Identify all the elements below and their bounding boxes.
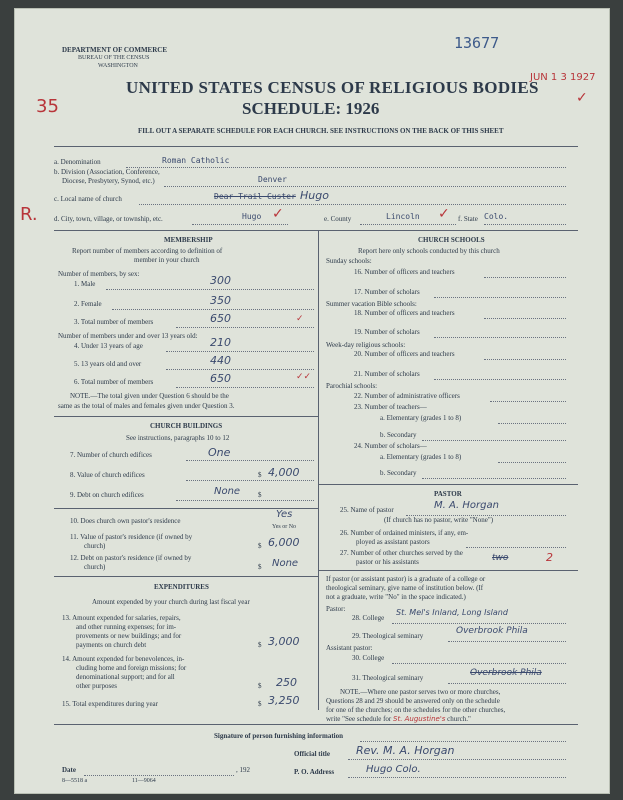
q6-value: 650 [210,372,231,385]
check-mark-icon: ✓ [438,206,450,222]
division-value: Denver [258,175,287,184]
county-label: e. County [324,215,352,223]
division-label: b. Division (Association, Conference, [54,168,160,176]
q27-struck-value: two [492,553,509,563]
print-number: 11—9064 [132,778,156,784]
q13-value: 3,000 [268,635,300,648]
instructions-line: FILL OUT A SEPARATE SCHEDULE FOR EACH CHURCH. SEE INSTRUCTIONS ON THE BACK OF THIS SHEET [138,127,504,135]
check-mark-icon: ✓ [272,206,284,222]
pastor-note-handwritten: St. Augustine's [393,715,446,723]
form-title: UNITED STATES CENSUS OF RELIGIOUS BODIES [126,78,539,97]
pastor-note-2: Questions 28 and 29 should be answered only on the schedule [326,697,500,705]
q14-label-4: other purposes [76,682,118,690]
city-value: Hugo [242,212,262,221]
membership-sub1: Report number of members according to definition of [72,247,223,255]
q31-value: Overbrook Phila [470,668,542,678]
division-label-2: Diocese, Presbytery, Synod, etc.) [62,177,155,185]
q9-label: 9. Debt on church edifices [70,491,144,499]
q24-label: 24. Number of scholars— [354,442,427,450]
q21-label: 21. Number of scholars [354,370,420,378]
q14-label-2: cluding home and foreign missions; for [76,664,187,672]
local-name-label: c. Local name of church [54,195,122,203]
parochial-label: Parochial schools: [326,382,378,390]
city-label: d. City, town, village, or township, etc. [54,215,163,223]
date-label: Date [62,766,76,774]
q4-value: 210 [210,336,231,349]
bureau-city: WASHINGTON [98,63,138,69]
q1-value: 300 [210,274,231,287]
q18-label: 18. Number of officers and teachers [354,309,455,317]
schools-title: CHURCH SCHOOLS [418,236,485,244]
pastor-note-3: for one of the churches; on the schedules for the other churches, [326,706,506,714]
q11-label-2: church) [84,542,106,550]
q13-label-4: payments on church debt [76,641,147,649]
dollar-sign: $ [258,491,262,499]
signature-label: Signature of person furnishing information [214,732,343,740]
state-label: f. State [458,215,478,223]
q25-value: M. A. Horgan [434,500,499,511]
check-mark-icon: ✓ [576,90,588,106]
department-name: DEPARTMENT OF COMMERCE [62,46,168,54]
q23b-label: b. Secondary [380,431,417,439]
county-value: Lincoln [386,212,420,221]
q14-value: 250 [276,676,297,689]
q11-value: 6,000 [268,536,300,549]
graduate-instr-2: theological seminary, give name of institution below. (If [326,584,484,592]
q31-label: 31. Theological seminary [352,674,424,682]
summer-label: Summer vacation Bible schools: [326,300,417,308]
q22-label: 22. Number of administrative officers [354,392,460,400]
q24b-label: b. Secondary [380,469,417,477]
q4-label: 4. Under 13 years of age [74,342,143,350]
q10-value: Yes [276,509,293,520]
q8-label: 8. Value of church edifices [70,471,145,479]
expenditures-sub: Amount expended by your church during last fiscal year [92,598,250,606]
denomination-value: Roman Catholic [162,156,230,165]
q29-label: 29. Theological seminary [352,632,424,640]
q15-value: 3,250 [268,694,300,707]
age-label: Number of members under and over 13 years old: [58,332,198,340]
membership-note1: NOTE.—The total given under Question 6 should be the [70,392,229,400]
dollar-sign: $ [258,542,262,550]
check-mark-icon: ✓ [296,314,304,324]
q24a-label: a. Elementary (grades 1 to 8) [380,453,462,461]
q12-label-2: church) [84,563,106,571]
margin-number: 35 [36,96,59,117]
membership-title: MEMBERSHIP [164,236,213,244]
q7-label: 7. Number of church edifices [70,451,152,459]
q28-value: St. Mel's Inland, Long Island [396,608,508,617]
pastor-sub-label: Pastor: [326,605,346,613]
sex-label: Number of members, by sex: [58,270,140,278]
q9-value: None [214,486,241,497]
q3-label: 3. Total number of members [74,318,154,326]
q23-label: 23. Number of teachers— [354,403,427,411]
q13-label-2: and other running expenses; for im- [76,623,177,631]
local-name-struck: Dear Trail Custer [214,192,296,201]
q29-value: Overbrook Phila [456,626,528,636]
q12-value: None [272,558,299,569]
received-date-stamp: JUN 1 3 1927 [530,72,596,83]
membership-note2: same as the total of males and females given under Question 3. [58,402,235,410]
q26-label: 26. Number of ordained ministers, if any, em- [340,529,469,537]
official-title-label: Official title [294,750,330,758]
q30-label: 30. College [352,654,385,662]
pastor-note-4: write "See schedule for St. Augustine's church." [326,715,471,723]
form-number: 8—5518 a [62,778,88,784]
q5-label: 5. 13 years old and over [74,360,142,368]
dollar-sign: $ [258,641,262,649]
weekday-label: Week-day religious schools: [326,341,406,349]
schedule-title: SCHEDULE: 1926 [242,99,380,118]
schools-sub: Report here only schools conducted by this church [358,247,500,255]
check-mark-icon: ✓✓ [296,372,312,382]
q8-value: 4,000 [268,466,300,479]
q28-label: 28. College [352,614,385,622]
state-value: Colo. [484,212,509,221]
denomination-label: a. Denomination [54,158,101,166]
q11-label: 11. Value of pastor's residence (if owned by [70,533,193,541]
q2-label: 2. Female [74,300,102,308]
q15-label: 15. Total expenditures during year [62,700,158,708]
q12-label: 12. Debt on pastor's residence (if owned by [70,554,192,562]
buildings-sub: See instructions, paragraphs 10 to 12 [126,434,230,442]
dollar-sign: $ [258,700,262,708]
official-title-value: Rev. M. A. Horgan [356,744,455,757]
serial-number: 13677 [454,34,500,52]
address-label: P. O. Address [294,768,335,776]
q6-label: 6. Total number of members [74,378,154,386]
margin-letter: R. [20,204,38,225]
q3-value: 650 [210,312,231,325]
q27-value: 2 [546,551,553,564]
bureau-name: BUREAU OF THE CENSUS [78,55,150,61]
dollar-sign: $ [258,563,262,571]
q2-value: 350 [210,294,231,307]
q1-label: 1. Male [74,280,96,288]
q7-value: One [208,446,231,459]
pastor-note-1: NOTE.—Where one pastor serves two or more churches, [340,688,501,696]
local-name-value: Hugo [300,189,329,202]
sunday-label: Sunday schools: [326,257,372,265]
q16-label: 16. Number of officers and teachers [354,268,455,276]
q20-label: 20. Number of officers and teachers [354,350,455,358]
buildings-title: CHURCH BUILDINGS [150,422,223,430]
q13-label-3: provements or new buildings; and for [76,632,182,640]
address-value: Hugo Colo. [366,764,421,775]
pastor-title: PASTOR [434,490,462,498]
date-year: , 192 [236,766,250,774]
q25-note: (If church has no pastor, write "None") [384,516,494,524]
q27-label-2: pastor or his assistants [356,558,419,566]
q17-label: 17. Number of scholars [354,288,420,296]
dollar-sign: $ [258,471,262,479]
q14-label-3: denominational support; and for all [76,673,175,681]
graduate-instr-1: If pastor (or assistant pastor) is a graduate of a college or [326,575,486,583]
q10-label: 10. Does church own pastor's residence [70,517,181,525]
q14-label: 14. Amount expended for benevolences, in- [62,655,185,663]
q5-value: 440 [210,354,231,367]
membership-sub2: member in your church [134,256,200,264]
census-schedule-sheet [14,8,610,794]
dollar-sign: $ [258,682,262,690]
q27-label: 27. Number of other churches served by the [340,549,463,557]
q19-label: 19. Number of scholars [354,328,420,336]
q23a-label: a. Elementary (grades 1 to 8) [380,414,462,422]
q13-label: 13. Amount expended for salaries, repairs, [62,614,181,622]
q26-label-2: ployed as assistant pastors [356,538,430,546]
assistant-sub-label: Assistant pastor: [326,644,373,652]
q25-label: 25. Name of pastor [340,506,394,514]
yes-no-hint: Yes or No [272,524,297,530]
expenditures-title: EXPENDITURES [154,583,209,591]
graduate-instr-3: not a graduate, write "No" in the space indicated.) [326,593,466,601]
